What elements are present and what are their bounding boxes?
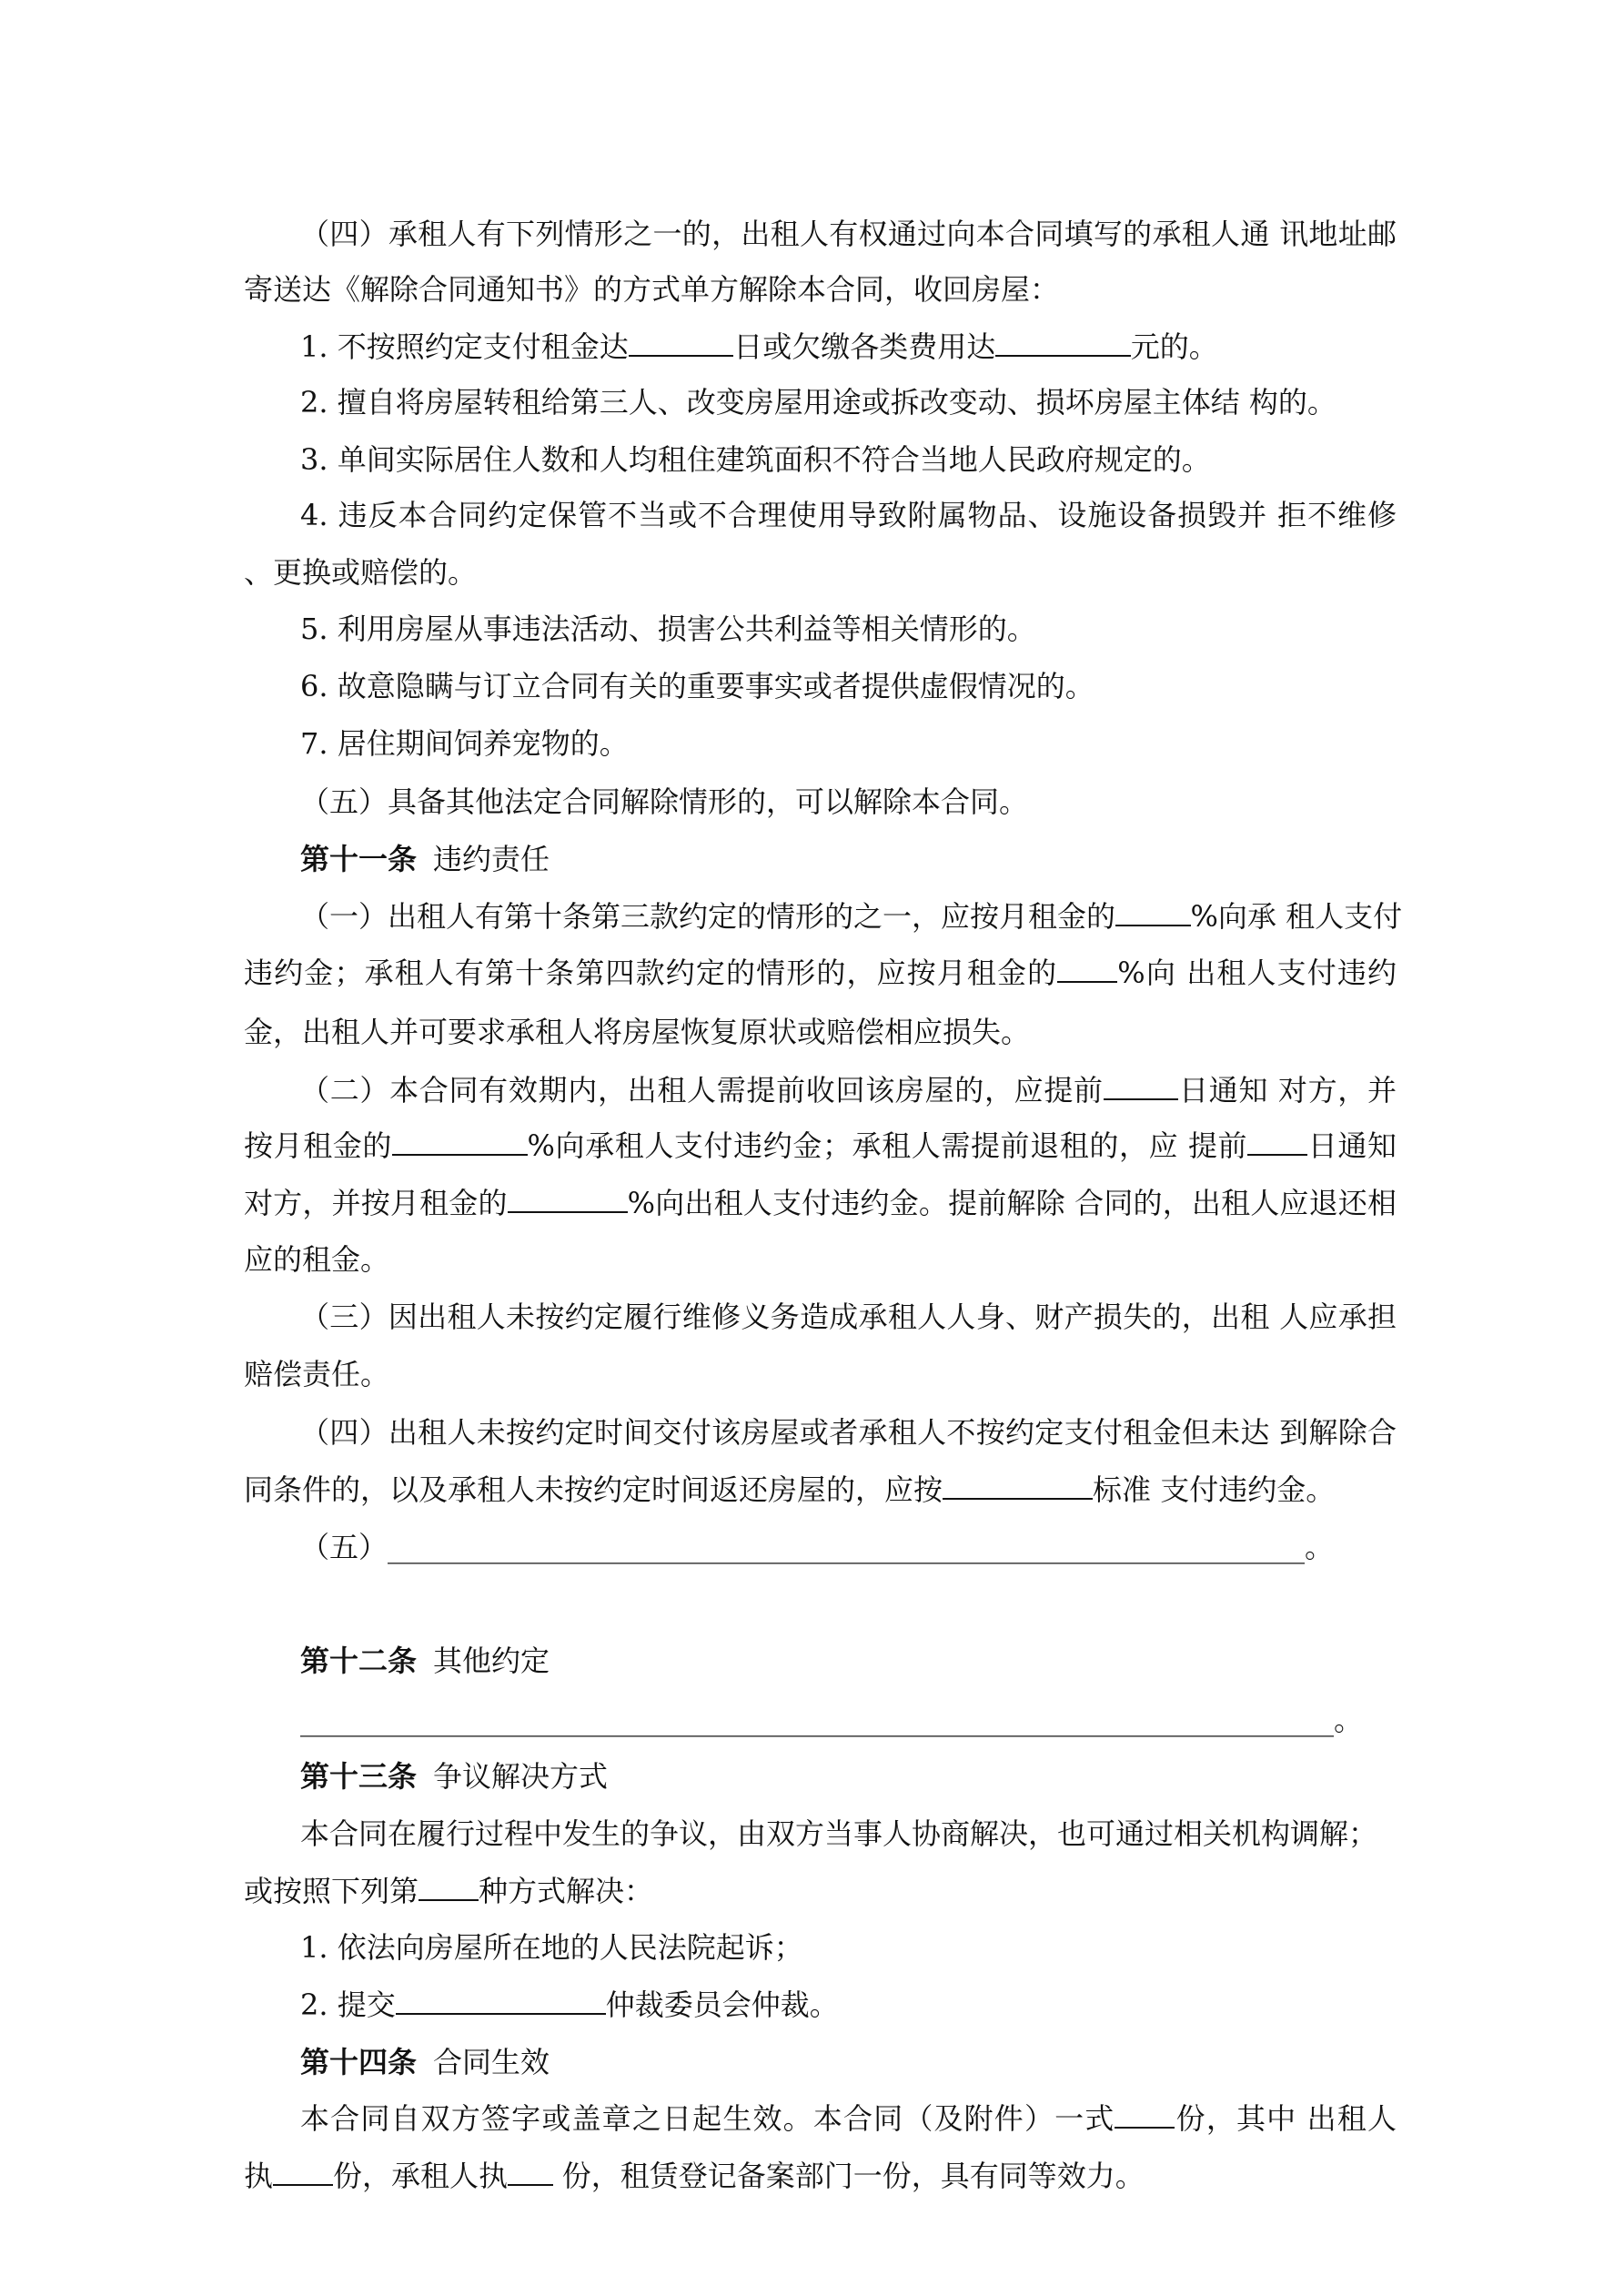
text-line (300, 1403, 1397, 1462)
article-heading (300, 2033, 550, 2091)
text-run: 日或欠缴各类费用达 (733, 329, 996, 364)
text-line (300, 205, 1397, 263)
text-run: %向出租人支付违约金。提前解除 合同的，出租人应退还相 (627, 1186, 1397, 1220)
text-run: 标准 支付违约金。 (1093, 1472, 1336, 1507)
article-title: 争议解决方式 (433, 1759, 609, 1794)
text-run: 同条件的，以及承租人未按约定时间返还房屋的，应按 (244, 1472, 943, 1507)
fill-in-line: _______________________________________________________________________。 (300, 1703, 1363, 1737)
fill-in-blank (273, 2160, 333, 2186)
fill-in-blank (1115, 2103, 1175, 2129)
text-run: 仲裁委员会仲裁。 (605, 1988, 839, 2022)
text-run: 赔偿责任。 (244, 1357, 390, 1391)
text-run: 或按照下列第 (244, 1874, 419, 1908)
text-line (300, 318, 1218, 376)
text-run: 1. 依法向房屋所在地的人民法院起诉； (300, 1930, 803, 1965)
text-line (244, 260, 1059, 319)
text-run: 日通知 (1307, 1128, 1397, 1163)
text-run: 按月租金的 (244, 1128, 393, 1163)
text-line (300, 1918, 803, 1977)
text-run: 2. 提交 (300, 1988, 396, 2022)
text-run: 份，其中 出租人 (1175, 2101, 1397, 2136)
text-run: 本合同在履行过程中发生的争议，由双方当事人协商解决，也可通过相关机构调解； (300, 1816, 1378, 1851)
text-run: 1. 不按照约定支付租金达 (300, 329, 629, 364)
article-title: 合同生效 (433, 2045, 550, 2079)
text-run: 元的。 (1130, 329, 1218, 364)
text-run: 2. 擅自将房屋转租给第三人、改变房屋用途或拆改变动、损坏房屋主体结 构的。 (300, 385, 1337, 420)
text-line (300, 1691, 1363, 1749)
fill-in-line: （五）_______________________________________________________________。 (300, 1530, 1335, 1564)
article-heading (300, 1632, 550, 1690)
text-line (244, 1230, 389, 1289)
text-run: 种方式解决： (479, 1874, 654, 1908)
fill-in-blank (508, 2160, 553, 2186)
text-line (300, 1061, 1397, 1119)
text-run: 寄送达《解除合同通知书》的方式单方解除本合同，收回房屋： (244, 272, 1060, 307)
text-run: 份，承租人执 (333, 2159, 509, 2193)
text-run: 本合同自双方签字或盖章之日起生效。本合同（及附件）一式 (300, 2101, 1115, 2136)
text-line (300, 1976, 839, 2034)
text-line (300, 1518, 1334, 1576)
text-line (300, 600, 1036, 658)
fill-in-blank (629, 331, 734, 357)
text-line (244, 1003, 1030, 1061)
fill-in-blank (995, 331, 1131, 357)
article-number: 第十三条 (300, 1759, 418, 1794)
text-run: 6. 故意隐瞒与订立合同有关的重要事实或者提供虚假情况的。 (300, 669, 1094, 703)
text-run: （四）出租人未按约定时间交付该房屋或者承租人不按约定支付租金但未达 到解除合 (300, 1415, 1397, 1450)
text-run: （三）因出租人未按约定履行维修义务造成承租人人身、财产损失的，出租 人应承担 (300, 1300, 1397, 1334)
fill-in-blank (508, 1188, 628, 1213)
article-number: 第十四条 (300, 2045, 418, 2079)
text-line (244, 1174, 1397, 1232)
fill-in-blank (943, 1474, 1093, 1500)
text-run: %向 出租人支付违约 (1117, 956, 1397, 990)
article-title: 违约责任 (433, 842, 550, 876)
fill-in-blank (392, 1130, 528, 1156)
text-line (300, 373, 1337, 431)
text-line (244, 1117, 1397, 1175)
text-run: %向承 租人支付 (1190, 899, 1403, 934)
text-run: 执 (244, 2159, 274, 2193)
fill-in-blank (1104, 1075, 1179, 1100)
text-line (300, 2089, 1397, 2148)
text-run: %向承租人支付违约金；承租人需提前退租的，应 提前 (527, 1128, 1248, 1163)
text-line (244, 2147, 1145, 2205)
article-heading (300, 1747, 608, 1805)
text-run: 应的租金。 (244, 1242, 390, 1277)
article-title: 其他约定 (433, 1644, 550, 1678)
text-line (244, 1461, 1335, 1519)
text-line (300, 714, 629, 773)
text-run: 、更换或赔偿的。 (244, 555, 478, 590)
text-line (300, 486, 1397, 544)
fill-in-blank (1115, 901, 1191, 926)
fill-in-blank (419, 1876, 479, 1901)
text-line (300, 773, 1028, 831)
text-run: （四）承租人有下列情形之一的，出租人有权通过向本合同填写的承租人通 讯地址邮 (300, 217, 1397, 251)
article-heading (300, 830, 550, 888)
text-line (244, 543, 477, 602)
text-line (244, 1862, 653, 1920)
article-number: 第十二条 (300, 1644, 418, 1678)
text-run: 7. 居住期间饲养宠物的。 (300, 726, 629, 761)
text-line (300, 1805, 1377, 1863)
text-line (244, 944, 1397, 1002)
text-run: 对方，并按月租金的 (244, 1186, 508, 1220)
text-line (300, 1288, 1397, 1346)
text-run: 日通知 对方，并 (1178, 1073, 1397, 1108)
text-run: （一）出租人有第十条第三款约定的情形的之一，应按月租金的 (300, 899, 1116, 934)
text-run: 份，租赁登记备案部门一份，具有同等效力。 (552, 2159, 1145, 2193)
text-line (244, 1345, 389, 1403)
text-run: 5. 利用房屋从事违法活动、损害公共利益等相关情形的。 (300, 612, 1036, 646)
fill-in-blank (1057, 957, 1117, 983)
text-run: （五）具备其他法定合同解除情形的，可以解除本合同。 (300, 784, 1029, 819)
text-line (300, 657, 1094, 715)
article-number: 第十一条 (300, 842, 418, 876)
fill-in-blank (1247, 1130, 1307, 1156)
text-run: 3. 单间实际居住人数和人均租住建筑面积不符合当地人民政府规定的。 (300, 442, 1211, 477)
text-line (300, 430, 1211, 489)
text-run: （二）本合同有效期内，出租人需提前收回该房屋的，应提前 (300, 1073, 1104, 1108)
text-run: 4. 违反本合同约定保管不当或不合理使用导致附属物品、设施设备损毁并 拒不维修 (300, 498, 1397, 532)
fill-in-blank (396, 1989, 606, 2015)
text-line (300, 887, 1403, 946)
text-run: 金，出租人并可要求承租人将房屋恢复原状或赔偿相应损失。 (244, 1015, 1031, 1049)
text-run: 违约金；承租人有第十条第四款约定的情形的，应按月租金的 (244, 956, 1058, 990)
